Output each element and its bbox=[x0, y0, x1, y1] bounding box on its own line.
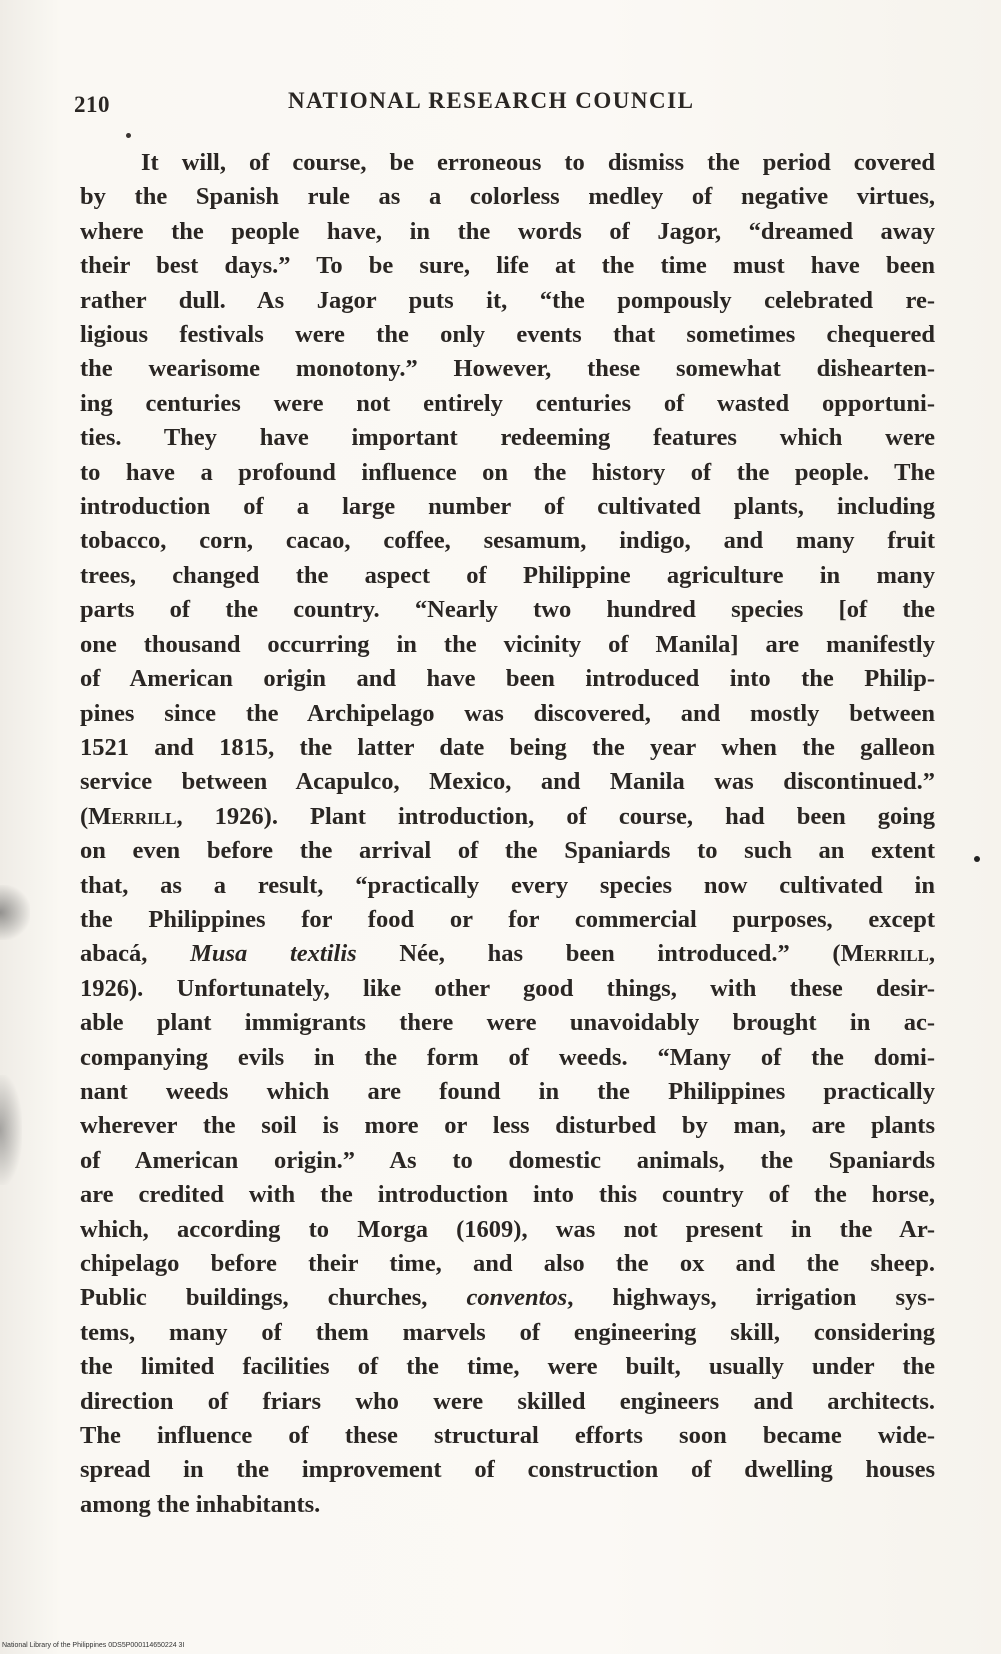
text-segment: Née, has been introduced.” ( bbox=[356, 940, 841, 968]
text-line: able plant immigrants there were unavoidably brought in ac- bbox=[80, 1009, 935, 1037]
text-line: trees, changed the aspect of Philippine agriculture in many bbox=[80, 561, 935, 589]
text-segment: abacá, bbox=[80, 940, 191, 968]
scan-credit: National Library of the Philippines 0DS5P000114650224 3I bbox=[2, 1642, 185, 1649]
text-line: ing centuries were not entirely centuries of wasted opportuni- bbox=[80, 389, 935, 417]
edge-smudge bbox=[0, 885, 30, 940]
text-line: tems, many of them marvels of engineering skill, considering bbox=[80, 1318, 935, 1346]
text-line: of American origin.” As to domestic animals, the Spaniards bbox=[80, 1146, 935, 1174]
citation: Merrill, bbox=[840, 940, 936, 968]
text-line: the Philippines for food or for commercial purposes, except bbox=[80, 905, 935, 933]
text-line: It will, of course, be erroneous to dismiss the period covered bbox=[141, 149, 935, 176]
text-segment: , highways, irrigation sys- bbox=[567, 1284, 935, 1312]
text-line: chipelago before their time, and also the ox and the sheep. bbox=[80, 1250, 935, 1277]
page-number: 210 bbox=[74, 92, 110, 117]
text-line: are credited with the introduction into this country of the horse, bbox=[80, 1181, 935, 1209]
text-line: introduction of a large number of cultivated plants, including bbox=[80, 493, 935, 521]
text-line: The influence of these structural efforts soon became wide- bbox=[80, 1422, 935, 1450]
text-line: among the inhabitants. bbox=[80, 1490, 321, 1518]
species-name: Musa textilis bbox=[190, 940, 357, 968]
text-line: service between Acapulco, Mexico, and Manila was discontinued.” bbox=[80, 768, 935, 796]
italic-term: conventos bbox=[466, 1284, 568, 1312]
running-head: NATIONAL RESEARCH COUNCIL bbox=[288, 88, 695, 113]
text-line: rather dull. As Jagor puts it, “the pompously celebrated re- bbox=[80, 286, 935, 314]
citation-year: 1926). bbox=[80, 974, 144, 1002]
text-line: wherever the soil is more or less disturbed by man, are plants bbox=[80, 1112, 935, 1140]
text-line bbox=[80, 800, 935, 834]
edge-smudge bbox=[0, 1075, 22, 1185]
text-line: spread in the improvement of construction of dwelling houses bbox=[80, 1456, 935, 1484]
text-line: nant weeds which are found in the Philippines practically bbox=[80, 1077, 935, 1105]
text-line: the limited facilities of the time, were built, usually under the bbox=[80, 1353, 935, 1381]
text-line: which, according to Morga (1609), was not present in the Ar- bbox=[80, 1215, 935, 1243]
citation: (Merrill, 1926). bbox=[80, 802, 278, 830]
text-line: tobacco, corn, cacao, coffee, sesamum, indigo, and many fruit bbox=[80, 527, 935, 555]
text-line: one thousand occurring in the vicinity of Manila] are manifestly bbox=[80, 630, 935, 658]
text-segment: Plant introduction, of course, had been going bbox=[277, 802, 935, 830]
text-line: 1521 and 1815, the latter date being the year when the galleon bbox=[80, 733, 935, 761]
text-line: parts of the country. “Nearly two hundred species [of the bbox=[80, 596, 935, 624]
text-segment: Public buildings, churches, bbox=[80, 1284, 467, 1312]
text-line: their best days.” To be sure, life at the time must have been bbox=[80, 252, 935, 280]
page-header bbox=[74, 84, 934, 124]
text-segment: Unfortunately, like other good things, with these desir- bbox=[143, 974, 935, 1002]
text-line: direction of friars who were skilled engineers and architects. bbox=[80, 1387, 935, 1415]
text-line: of American origin and have been introduced into the Philip- bbox=[80, 665, 935, 693]
text-line: by the Spanish rule as a colorless medley of negative virtues, bbox=[80, 183, 935, 211]
text-line: companying evils in the form of weeds. “Many of the domi- bbox=[80, 1043, 935, 1071]
text-line: on even before the arrival of the Spaniards to such an extent bbox=[80, 837, 935, 865]
text-line: that, as a result, “practically every species now cultivated in bbox=[80, 871, 935, 899]
text-line bbox=[80, 937, 935, 971]
text-line: pines since the Archipelago was discovered, and mostly between bbox=[80, 699, 935, 727]
body-paragraph bbox=[80, 146, 935, 1522]
text-line bbox=[80, 972, 935, 1006]
stray-mark bbox=[126, 133, 131, 138]
text-line: where the people have, in the words of Jagor, “dreamed away bbox=[80, 217, 935, 245]
text-line bbox=[80, 1281, 935, 1315]
text-line: ligious festivals were the only events that sometimes chequered bbox=[80, 321, 935, 349]
margin-mark bbox=[974, 856, 980, 862]
text-line: to have a profound influence on the history of the people. The bbox=[80, 458, 935, 486]
text-line: the wearisome monotony.” However, these somewhat dishearten- bbox=[80, 355, 935, 383]
text-line: ties. They have important redeeming features which were bbox=[80, 424, 935, 452]
